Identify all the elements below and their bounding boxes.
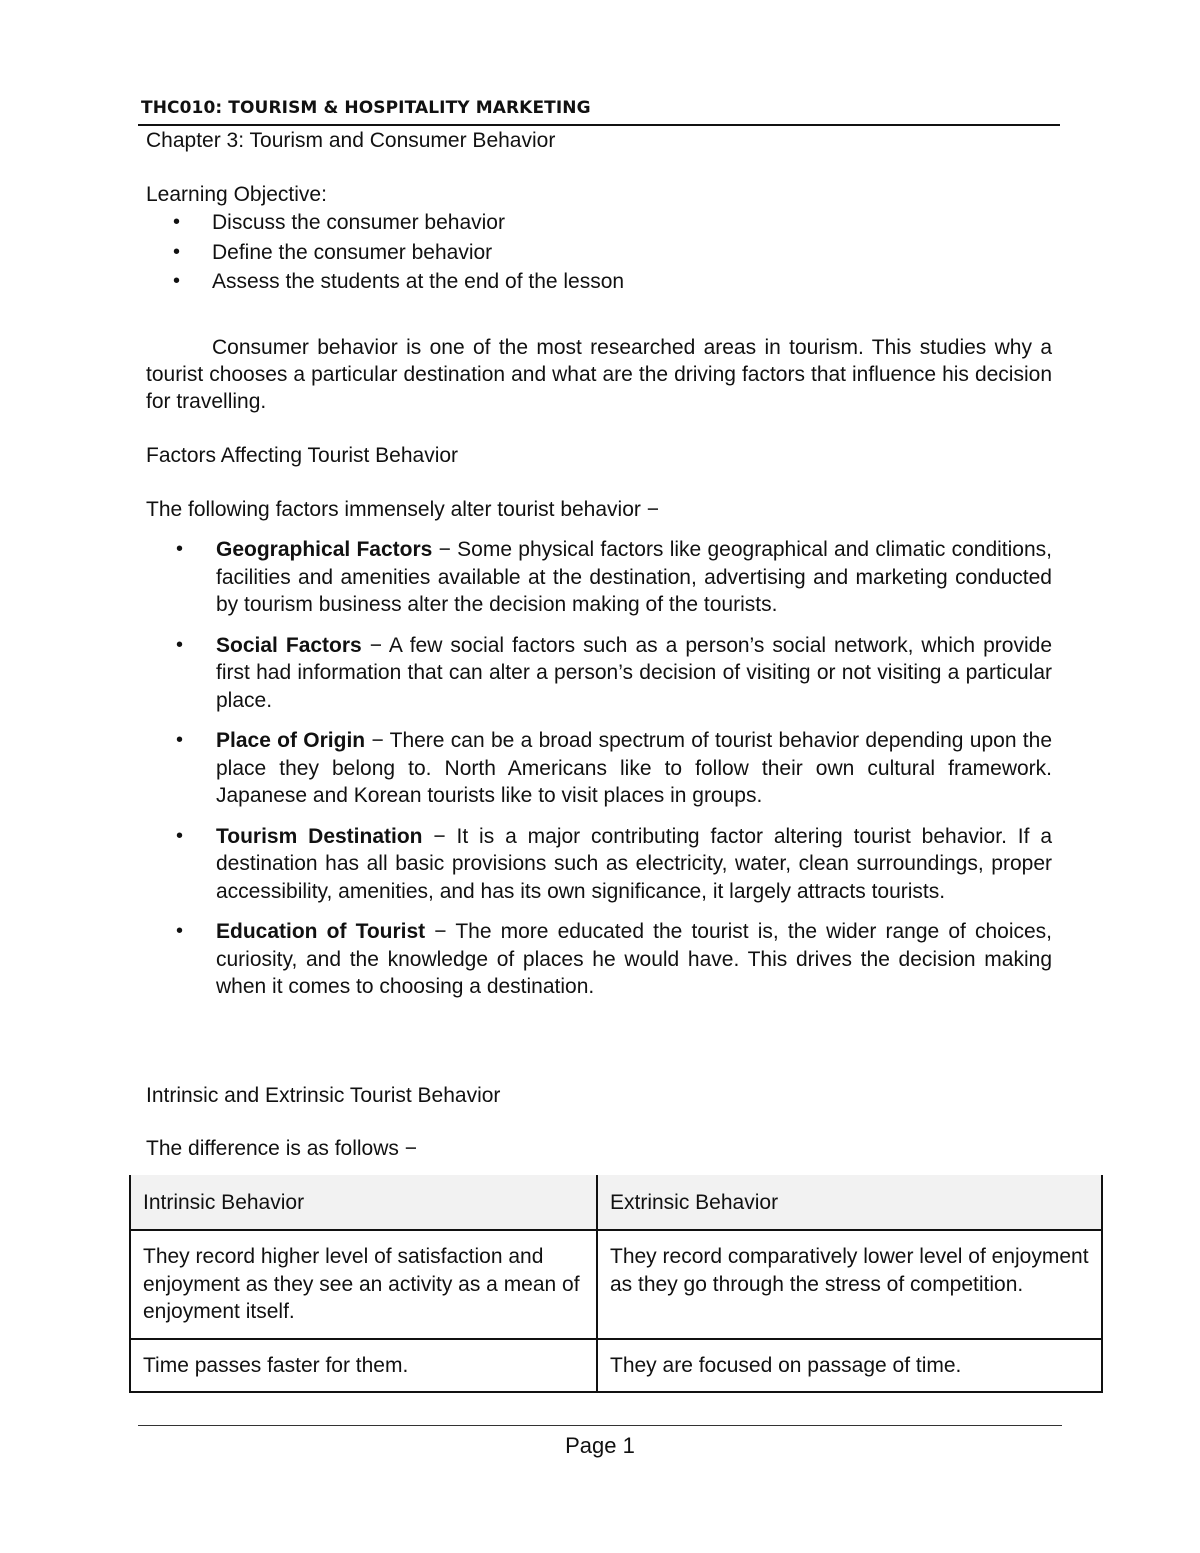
factor-term: Tourism Destination	[216, 824, 423, 848]
course-header: THC010: TOURISM & HOSPITALITY MARKETING	[141, 98, 591, 118]
factor-text: − The more educated the tourist is, the wider range of choices, curiosity, and the knowledge of places he would have. This drives the decision making when it comes to choosing a destination.	[216, 920, 1052, 998]
factors-lead: The following factors immensely alter tourist behavior −	[146, 498, 659, 521]
table-row	[130, 1339, 1102, 1393]
factor-item	[146, 918, 1052, 1001]
factor-text: − A few social factors such as a person’s social network, which provide first had information that can alter a person’s decision of visiting or not visiting a particular place.	[216, 633, 1052, 712]
table-cell: They are focused on passage of time.	[597, 1339, 1102, 1393]
table-header-cell: Intrinsic Behavior	[130, 1175, 597, 1230]
factor-item	[146, 823, 1052, 906]
factor-text: − There can be a broad spectrum of tourist behavior depending upon the place they belong to. North Americans like to follow their own cultural framework. Japanese and Korean tourists like to visit places in groups.	[216, 729, 1052, 807]
factor-item	[146, 536, 1052, 619]
table-header-row	[130, 1175, 1102, 1230]
table-header-cell: Extrinsic Behavior	[597, 1175, 1102, 1230]
learning-objective-label: Learning Objective:	[146, 183, 327, 206]
factor-text: − It is a major contributing factor altering tourist behavior. If a destination has all basic provisions such as electricity, water, clean surroundings, proper accessibility, amenities, and has its own significance, it largely attracts tourists.	[216, 824, 1052, 903]
factor-term: Geographical Factors	[216, 538, 433, 561]
intro-paragraph: Consumer behavior is one of the most researched areas in tourism. This studies why a tourist chooses a particular destination and what are the driving factors that influence his decision for travelling.	[146, 336, 1052, 413]
header-divider	[138, 124, 1060, 126]
learning-objective-list	[146, 208, 624, 297]
table-row	[130, 1230, 1102, 1339]
behavior-comparison-table	[129, 1175, 1103, 1393]
objective-item: • Assess the students at the end of the lesson	[146, 267, 624, 297]
factors-heading: Factors Affecting Tourist Behavior	[146, 444, 459, 467]
factor-item	[146, 632, 1052, 715]
factor-term: Education of Tourist	[216, 920, 426, 943]
footer-divider	[138, 1425, 1062, 1426]
objective-item: • Discuss the consumer behavior	[146, 208, 624, 238]
objective-item: • Define the consumer behavior	[146, 238, 624, 268]
factors-list	[146, 536, 1052, 1014]
page-number: Page 1	[565, 1433, 635, 1458]
factor-term: Place of Origin	[216, 729, 366, 752]
table-cell: They record higher level of satisfaction and enjoyment as they see an activity as a mean of enjoyment itself.	[130, 1230, 597, 1339]
table-cell: They record comparatively lower level of enjoyment as they go through the stress of competition.	[597, 1230, 1102, 1339]
chapter-title: Chapter 3: Tourism and Consumer Behavior	[146, 129, 556, 152]
factor-term: Social Factors	[216, 633, 362, 657]
factor-text: − Some physical factors like geographical and climatic conditions, facilities and amenities available at the destination, advertising and marketing conducted by tourism business alter the decision making of the tourists.	[216, 538, 1052, 616]
table-cell: Time passes faster for them.	[130, 1339, 597, 1393]
behavior-lead: The difference is as follows −	[146, 1137, 418, 1160]
factor-item	[146, 727, 1052, 810]
behavior-heading: Intrinsic and Extrinsic Tourist Behavior	[146, 1084, 501, 1107]
